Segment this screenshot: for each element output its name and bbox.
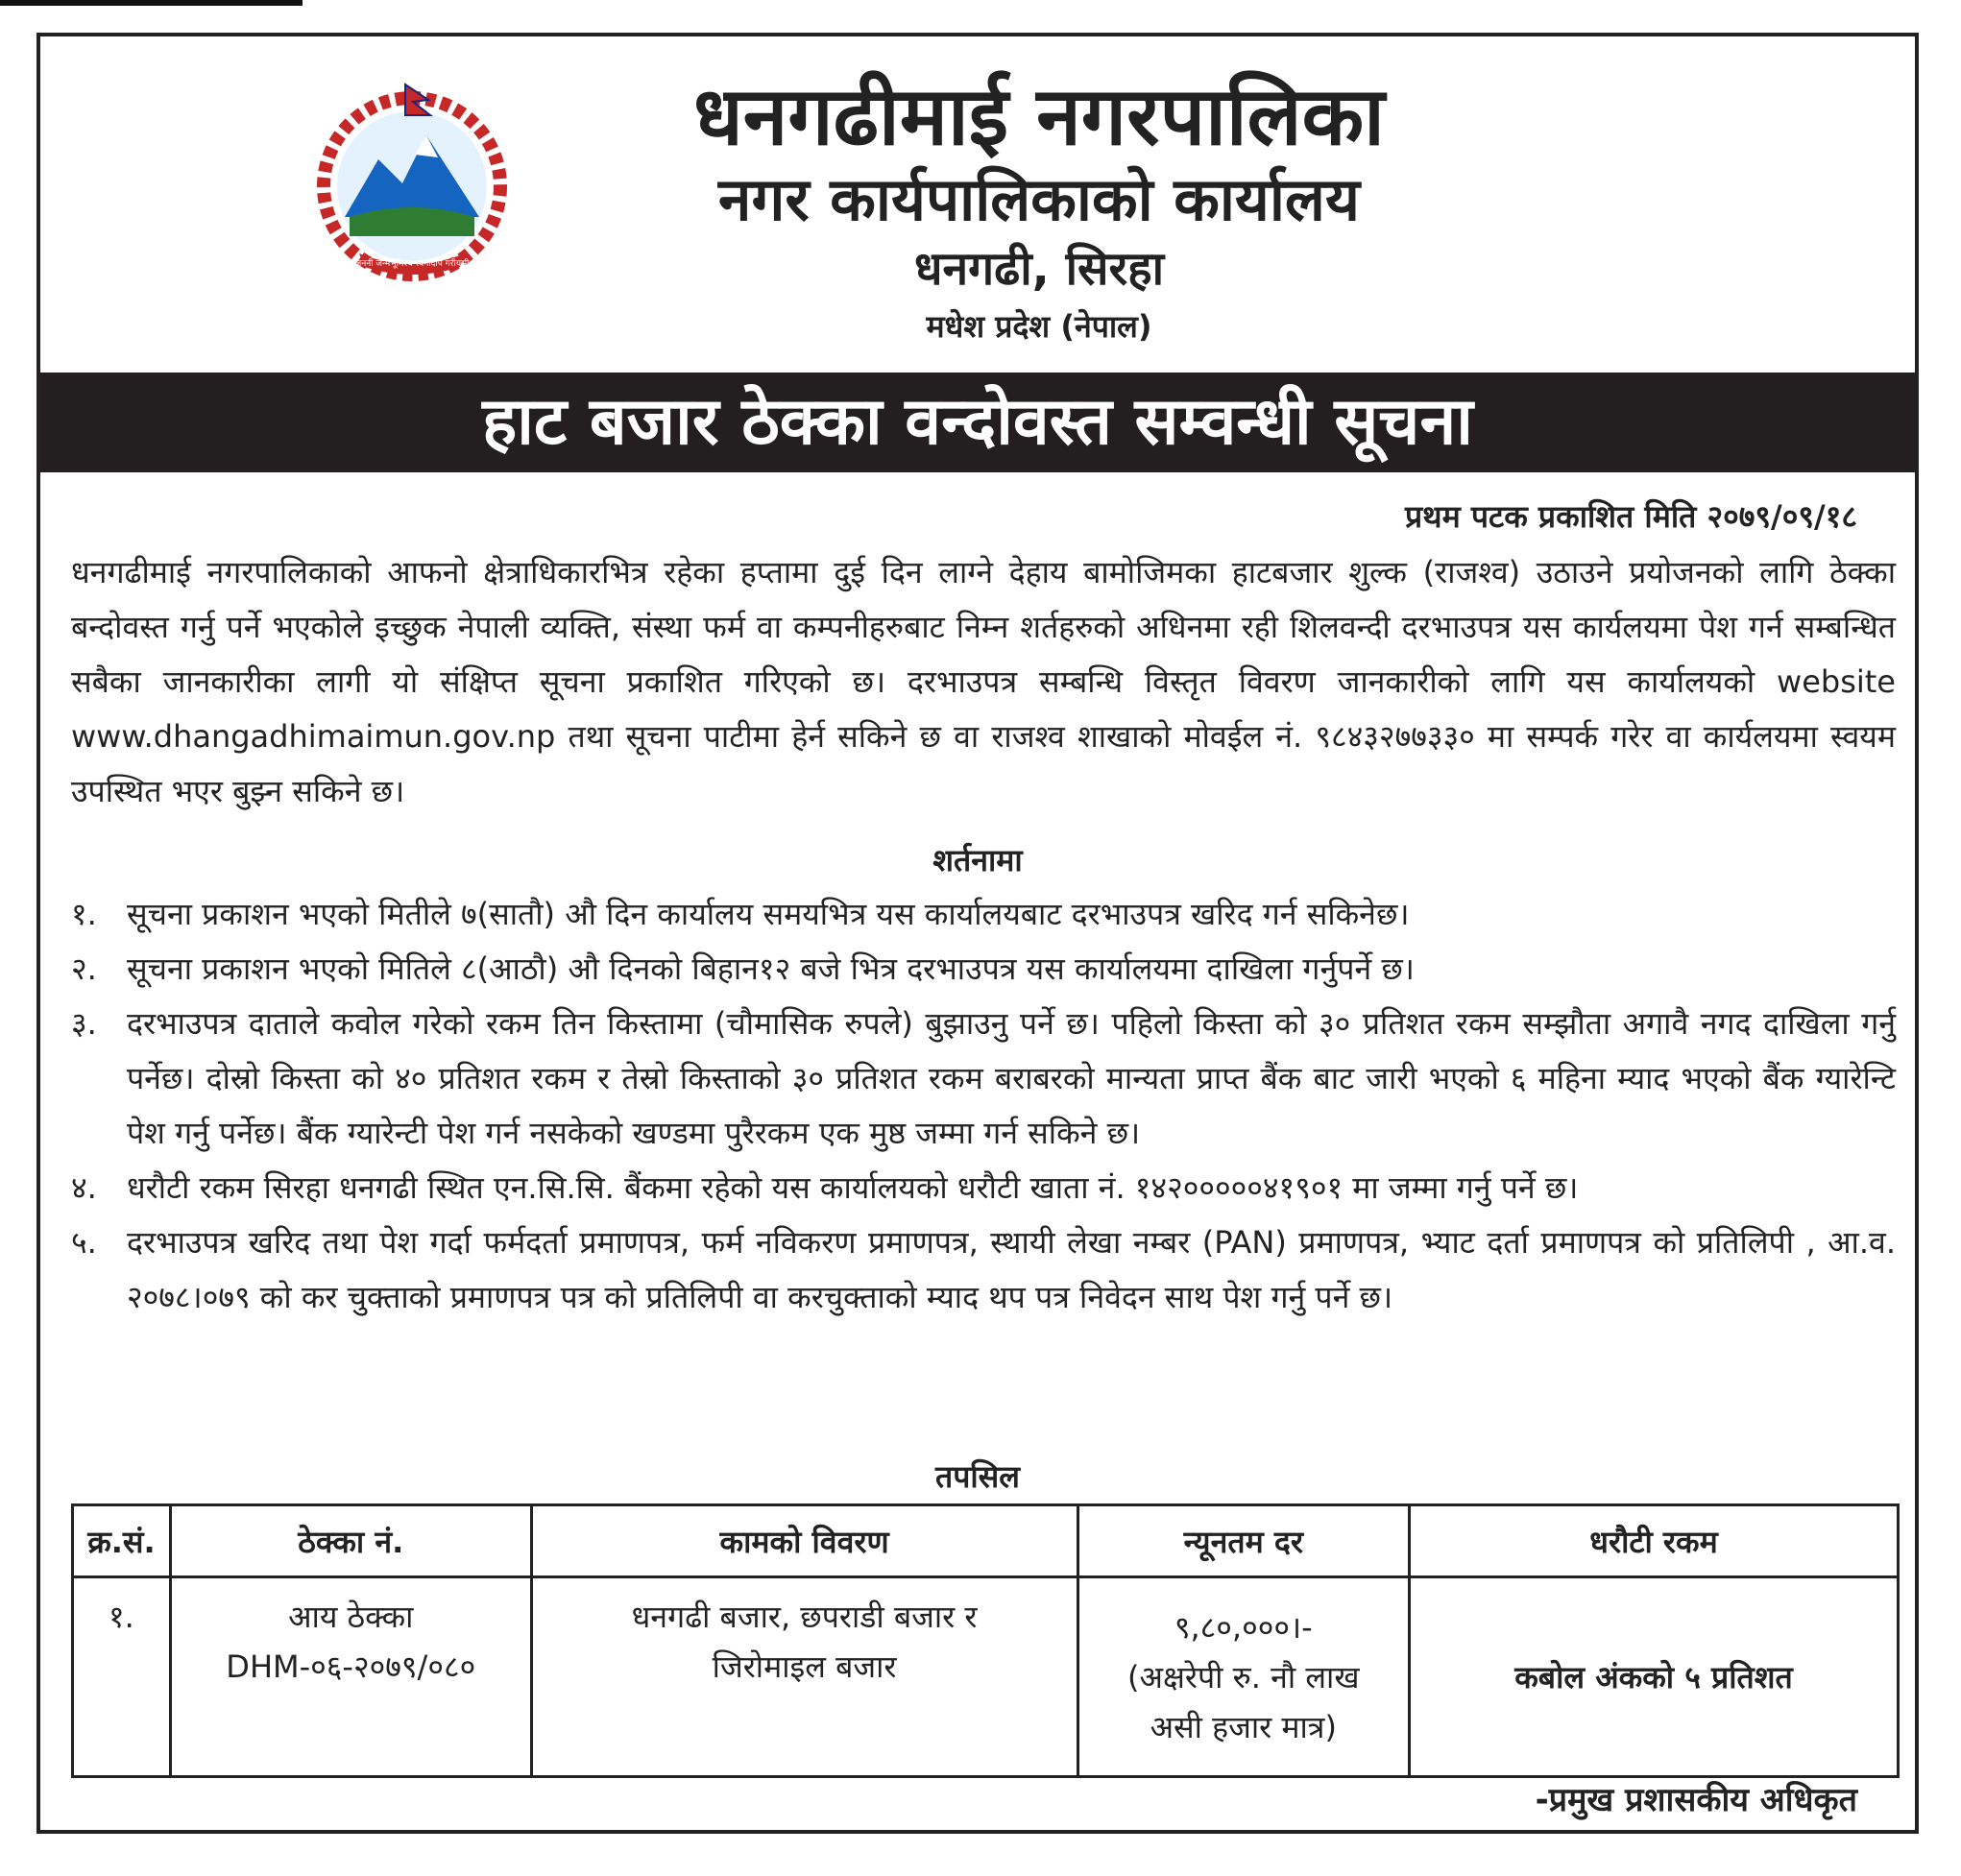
term-item bbox=[71, 1161, 1896, 1215]
schedule-table bbox=[71, 1503, 1900, 1778]
table-header-row bbox=[73, 1505, 1899, 1577]
notice-title-banner: हाट बजार ठेक्का वन्दोवस्त सम्वन्धी सूचना bbox=[40, 373, 1915, 472]
notice-intro-paragraph: धनगढीमाई नगरपालिकाको आफनो क्षेत्राधिकारभित्र रहेका हप्तामा दुई दिन लाग्ने देहाय बामोजिमका हाटबजार शुल्क (राजश्व) उठाउने प्रयोजनको लागि ठेक्का बन्दोवस्त गर्नु पर्ने भएकोले इच्छुक नेपाली व्यक्ति, संस्था फर्म वा कम्पनीहरुबाट निम्न शर्तहरुको अधिनमा रही शिलवन्दी दरभाउपत्र यस कार्यलयमा पेश गर्न सम्बन्धित सबैका जानकारीका लागी यो संक्षिप्त सूचना प्रकाशित गरिएको छ। दरभाउपत्र सम्बन्धि विस्तृत विवरण जानकारीको लागि यस कार्यालयको website www.dhangadhimaimun.gov.np तथा सूचना पाटीमा हेर्न सकिने छ वा राजश्व शाखाको मोवईल नं. ९८४३२७७३३० मा सम्पर्क गरेर वा कार्यलयमा स्वयम उपस्थित भएर बुझ्न सकिने छ। bbox=[71, 554, 1896, 809]
rate-in-words: (अक्षरेपी रु. नौ लाख bbox=[1127, 1658, 1360, 1696]
term-text: दरभाउपत्र खरिद तथा पेश गर्दा फर्मदर्ता प्रमाणपत्र, फर्म नविकरण प्रमाणपत्र, स्थायी लेखा नम्बर (PAN) प्रमाणपत्र, भ्याट दर्ता प्रमाणपत्र को प्रतिलिपी , आ.व. २०७८।०७९ को कर चुक्ताको प्रमाणपत्र पत्र को प्रतिलिपी वा करचुक्ताको म्याद थप पत्र निवेदन साथ पेश गर्नु पर्ने छ। bbox=[127, 1224, 1896, 1315]
term-item bbox=[71, 997, 1896, 1161]
term-number: २. bbox=[71, 950, 97, 987]
term-number: ३. bbox=[71, 1005, 97, 1042]
cell-sn: १. bbox=[73, 1577, 171, 1777]
term-text: सूचना प्रकाशन भएको मितीले ७(सातौ) औ दिन कार्यालय समयभित्र यस कार्यालयबाट दरभाउपत्र खरिद गर्न सकिनेछ। bbox=[127, 896, 1410, 932]
term-number: ५. bbox=[71, 1224, 97, 1261]
term-text: धरौटी रकम सिरहा धनगढी स्थित एन.सि.सि. बैंकमा रहेको यस कार्यालयको धरौटी खाता नं. १४२०००००४१९०१ मा जम्मा गर्नु पर्ने छ। bbox=[127, 1169, 1579, 1206]
cell-description bbox=[531, 1577, 1077, 1777]
term-item bbox=[71, 1215, 1896, 1325]
column-header-contract-no: ठेक्का नं. bbox=[170, 1505, 531, 1577]
term-item bbox=[71, 887, 1896, 942]
rate-amount: ९,८०,०००।- bbox=[1174, 1608, 1313, 1646]
term-number: ४. bbox=[71, 1169, 97, 1206]
org-name: धनगढीमाई नगरपालिका bbox=[693, 69, 1385, 163]
province-name: मधेश प्रदेश (नेपाल) bbox=[926, 308, 1152, 345]
letterhead bbox=[40, 36, 1915, 376]
office-name: नगर कार्यपालिकाको कार्यालय bbox=[718, 164, 1360, 234]
contract-type: आय ठेक्का bbox=[288, 1599, 414, 1635]
term-item bbox=[71, 942, 1896, 997]
table-row bbox=[73, 1577, 1899, 1777]
schedule-heading: तपसिल bbox=[934, 1458, 1021, 1495]
column-header-description: कामको विवरण bbox=[531, 1505, 1077, 1577]
column-header-sn: क्र.सं. bbox=[73, 1505, 171, 1577]
terms-list bbox=[71, 887, 1896, 1325]
term-text: दरभाउपत्र दाताले कवोल गरेको रकम तिन किस्तामा (चौमासिक रुपले) बुझाउनु पर्ने छ। पहिलो किस्ता को ३० प्रतिशत रकम सम्झौता अगावै नगद दाखिला गर्नु पर्नेछ। दोस्रो किस्ता को ४० प्रतिशत रकम र तेस्रो किस्ताको ३० प्रतिशत रकम बराबरको मान्यता प्राप्त बैंक बाट जारी भएको ६ महिना म्याद भएको बैंक ग्यारेन्टि पेश गर्नु पर्नेछ। बैंक ग्यारेन्टी पेश गर्न नसकेको खण्डमा पुरैरकम एक मुष्ठ जम्मा गर्न सकिने छ। bbox=[127, 1005, 1896, 1151]
cell-deposit: कबोल अंकको ५ प्रतिशत bbox=[1410, 1577, 1899, 1777]
terms-heading: शर्तनामा bbox=[932, 842, 1023, 878]
contract-code: DHM-०६-२०७९/०८० bbox=[226, 1648, 476, 1685]
top-edge-bar bbox=[0, 0, 303, 6]
column-header-minimum-rate: न्यूनतम दर bbox=[1077, 1505, 1410, 1577]
term-text: सूचना प्रकाशन भएको मितिले ८(आठौ) औ दिनको बिहान१२ बजे भित्र दरभाउपत्र यस कार्यालयमा दाखिला गर्नुपर्ने छ। bbox=[127, 950, 1415, 987]
cell-contract-no bbox=[170, 1577, 531, 1777]
column-header-deposit: धरौटी रकम bbox=[1410, 1505, 1899, 1577]
cell-minimum-rate bbox=[1077, 1577, 1410, 1777]
emblem-motto: जननी जन्मभूमिश्च स्वर्गादपि गरीयसी bbox=[354, 259, 470, 269]
description-line: धनगढी बजार, छपराडी बजार र bbox=[631, 1599, 978, 1635]
description-line: जिरोमाइल बजार bbox=[712, 1648, 897, 1685]
term-number: १. bbox=[71, 896, 97, 932]
rate-in-words: असी हजार मात्र) bbox=[1150, 1708, 1337, 1745]
notice-frame bbox=[36, 33, 1919, 1834]
office-location: धनगढी, सिरहा bbox=[913, 242, 1165, 296]
signatory-title: -प्रमुख प्रशासकीय अधिकृत bbox=[1535, 1781, 1857, 1819]
publication-date: प्रथम पटक प्रकाशित मिति २०७९/०९/१८ bbox=[1404, 498, 1857, 535]
